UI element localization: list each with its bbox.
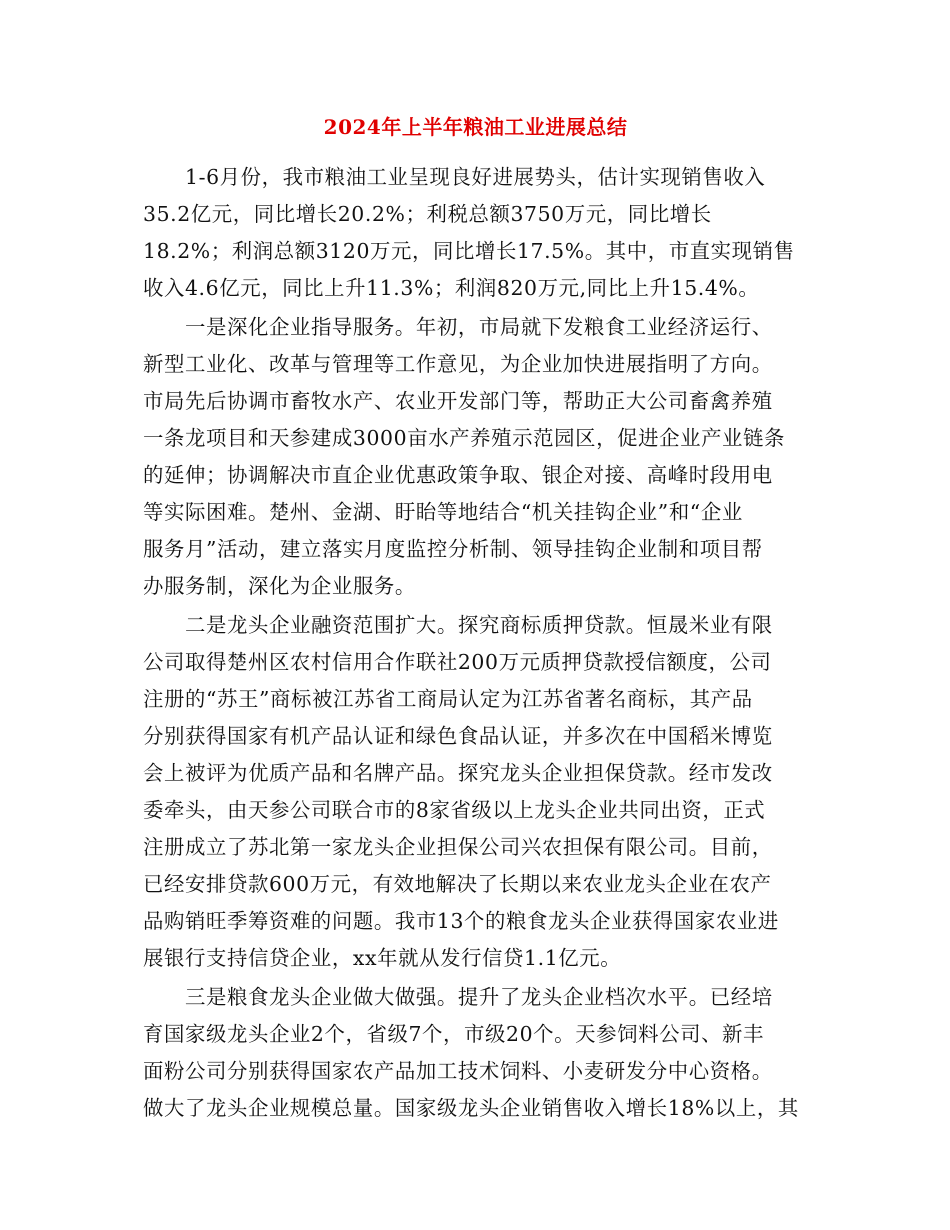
text-line: 二是龙头企业融资范围扩大。探究商标质押贷款。恒晟米业有限: [185, 613, 773, 637]
paragraph-leading-enterprises: [143, 979, 808, 1127]
text-line: 会上被评为优质产品和名牌产品。探究龙头企业担保贷款。经市发改: [143, 761, 773, 785]
paragraph-summary: [143, 159, 808, 307]
text-line: 公司取得楚州区农村信用合作联社200万元质押贷款授信额度，公司: [143, 650, 772, 674]
text-line: 注册成立了苏北第一家龙头企业担保公司兴农担保有限公司。目前，: [143, 835, 773, 859]
text-line: 服务月”活动，建立落实月度监控分析制、领导挂钩企业制和项目帮: [143, 537, 763, 561]
text-line: 收入4.6亿元，同比上升11.3%；利润820万元,同比上升15.4%。: [143, 276, 760, 300]
text-line: 一条龙项目和天参建成3000亩水产养殖示范园区，促进企业产业链条: [143, 426, 786, 450]
text-line: 三是粮食龙头企业做大做强。提升了龙头企业档次水平。已经培: [185, 985, 773, 1009]
text-line: 分别获得国家有机产品认证和绿色食品认证，并多次在中国稻米博览: [143, 724, 773, 748]
paragraph-guidance-service: [143, 309, 808, 605]
text-line: 办服务制，深化为企业服务。: [143, 574, 416, 598]
text-line: 做大了龙头企业规模总量。国家级龙头企业销售收入增长18%以上，其: [143, 1096, 799, 1120]
text-line: 35.2亿元，同比增长20.2%；利税总额3750万元，同比增长: [143, 202, 712, 226]
text-line: 等实际困难。楚州、金湖、盱眙等地结合“机关挂钩企业”和“企业: [143, 500, 743, 524]
text-line: 已经安排贷款600万元，有效地解决了长期以来农业龙头企业在农产: [143, 872, 772, 896]
text-line: 的延伸；协调解决市直企业优惠政策争取、银企对接、高峰时段用电: [143, 463, 773, 487]
paragraph-financing: [143, 607, 808, 977]
text-line: 新型工业化、改革与管理等工作意见，为企业加快进展指明了方向。: [143, 352, 773, 376]
document-title: 2024年上半年粮油工业进展总结: [323, 115, 628, 139]
text-line: 委牵头，由天参公司联合市的8家省级以上龙头企业共同出资，正式: [143, 798, 766, 822]
text-line: 18.2%；利润总额3120万元，同比增长17.5%。其中，市直实现销售: [143, 239, 795, 263]
text-line: 市局先后协调市畜牧水产、农业开发部门等，帮助正大公司畜禽养殖: [143, 389, 773, 413]
text-line: 育国家级龙头企业2个，省级7个，市级20个。天参饲料公司、新丰: [143, 1022, 765, 1046]
text-line: 一是深化企业指导服务。年初，市局就下发粮食工业经济运行、: [185, 315, 773, 339]
text-line: 1-6月份，我市粮油工业呈现良好进展势头，估计实现销售收入: [185, 165, 766, 189]
text-line: 展银行支持信贷企业，xx年就从发行信贷1.1亿元。: [143, 946, 622, 970]
text-line: 品购销旺季筹资难的问题。我市13个的粮食龙头企业获得国家农业进: [143, 909, 779, 933]
text-line: 注册的“苏王”商标被江苏省工商局认定为江苏省著名商标，其产品: [143, 687, 753, 711]
text-line: 面粉公司分别获得国家农产品加工技术饲料、小麦研发分中心资格。: [143, 1059, 773, 1083]
document-page: [143, 112, 808, 1127]
